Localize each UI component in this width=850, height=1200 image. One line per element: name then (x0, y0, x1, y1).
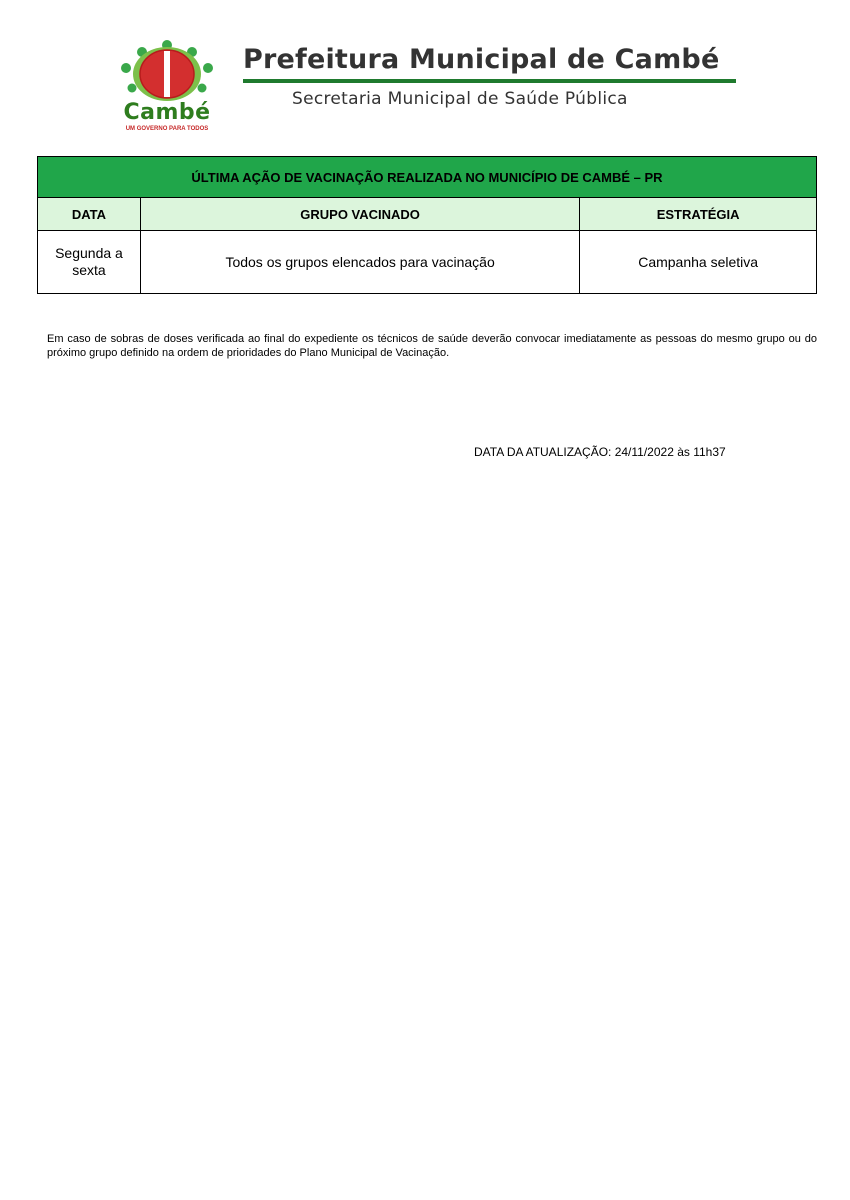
column-header-estrategia: ESTRATÉGIA (580, 198, 817, 231)
update-timestamp: DATA DA ATUALIZAÇÃO: 24/11/2022 às 11h37 (474, 445, 726, 459)
column-header-data: DATA (38, 198, 141, 231)
header-divider (243, 79, 736, 83)
logo-emblem-icon (112, 38, 222, 108)
logo-tagline: UM GOVERNO PARA TODOS (125, 126, 209, 132)
instruction-note: Em caso de sobras de doses verificada ao final do expediente os técnicos de saúde deverão convocar imediatamente as pessoas do mesmo grupo ou do próximo grupo definido na ordem de prioridades do Plano Municipal de Vacinação. (47, 333, 817, 359)
column-header-grupo: GRUPO VACINADO (140, 198, 579, 231)
page-header (0, 0, 850, 150)
logo-wordmark: Cambé (123, 100, 211, 125)
org-title: Prefeitura Municipal de Cambé (243, 44, 720, 75)
cell-estrategia: Campanha seletiva (580, 231, 817, 294)
table-header-row (38, 198, 817, 231)
vaccination-table (37, 156, 817, 294)
table-title: ÚLTIMA AÇÃO DE VACINAÇÃO REALIZADA NO MUNICÍPIO DE CAMBÉ – PR (38, 157, 817, 198)
cell-grupo: Todos os grupos elencados para vacinação (140, 231, 579, 294)
cell-data-text: Segunda a sexta (55, 245, 123, 278)
table-title-row (38, 157, 817, 198)
cambe-logo (112, 38, 222, 138)
org-subtitle: Secretaria Municipal de Saúde Pública (292, 89, 628, 109)
cell-data (38, 231, 141, 294)
table-row (38, 231, 817, 294)
